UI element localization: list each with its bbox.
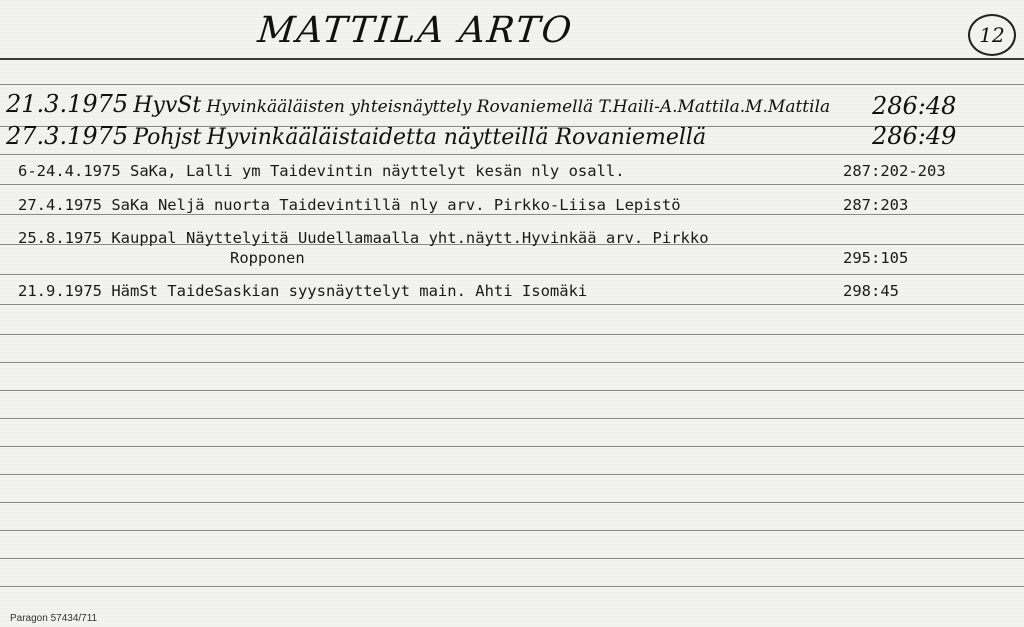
ruled-line [0,586,1024,587]
ruled-line [0,184,1024,185]
ruled-line [0,502,1024,503]
card-number-text: 12 [979,23,1005,47]
typed-entry: 21.9.1975 HämSt TaideSaskian syysnäyttelyt main. Ahti Isomäki [18,282,588,300]
ruled-line [0,274,1024,275]
entry-text: Hyvinkääläistaidetta näytteillä Rovaniemellä [206,125,707,150]
ruled-line [0,558,1024,559]
entry-date: 27.3.1975 [6,122,129,150]
ruled-line [0,474,1024,475]
entry-ref: 295:105 [843,249,909,267]
ruled-line [0,362,1024,363]
typed-entry-continuation: Ropponen [230,249,305,267]
entry-ref: 298:45 [843,282,899,300]
ruled-line [0,418,1024,419]
ruled-line [0,446,1024,447]
ruled-line [0,304,1024,305]
ruled-line [0,214,1024,215]
typed-entry: 25.8.1975 Kauppal Näyttelyitä Uudellamaalla yht.näytt.Hyvinkää arv. Pirkko [18,229,709,247]
typed-entry: 6-24.4.1975 SaKa, Lalli ym Taidevintin näyttelyt kesän nly osall. [18,162,625,180]
entry-ref: 286:48 [872,92,957,120]
card-number [968,14,1016,56]
entry-ref: 287:203 [843,196,909,214]
entry-source: HyvSt [133,93,202,118]
ruled-line [0,154,1024,155]
ruled-line [0,84,1024,85]
card-title: MATTILA ARTO [255,10,576,51]
ruled-line [0,390,1024,391]
entry-ref: 287:202-203 [843,162,946,180]
card-footer: Paragon 57434/711 [10,613,98,624]
ruled-line [0,530,1024,531]
entry-text: Hyvinkääläisten yhteisnäyttely Rovaniemellä T.Haili-A.Mattila.M.Mattila [206,97,831,117]
handwritten-entry [6,122,706,150]
handwritten-ref [872,92,956,120]
entry-date: 21.3.1975 [6,90,129,118]
handwritten-ref [872,122,956,150]
handwritten-entry [6,90,830,118]
ruled-line [0,334,1024,335]
entry-source: Pohjst [133,125,202,150]
typed-entry: 27.4.1975 SaKa Neljä nuorta Taidevintillä nly arv. Pirkko-Liisa Lepistö [18,196,681,214]
header-rule [0,58,1024,60]
entry-ref: 286:49 [872,122,957,150]
